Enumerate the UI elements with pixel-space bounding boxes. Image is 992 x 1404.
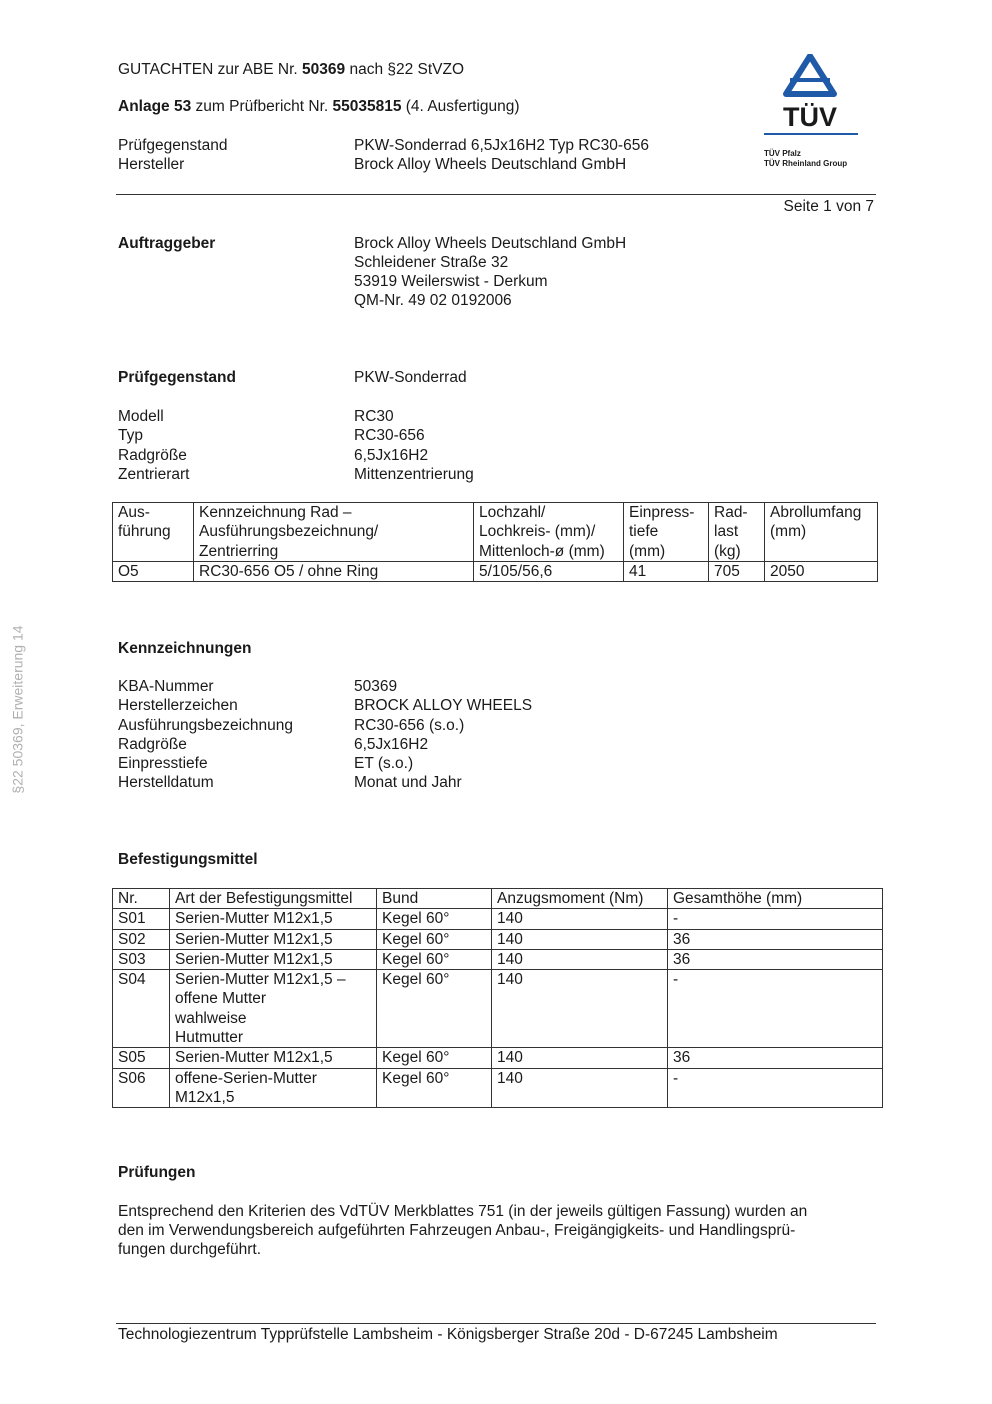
- tuv-brand: TÜV: [783, 102, 837, 132]
- tuv-triangle-icon: [760, 54, 880, 174]
- detail-row: Radgröße 6,5Jx16H2: [118, 446, 429, 464]
- tuv-sub1: TÜV Pfalz: [764, 149, 801, 158]
- wheel-table-header: [113, 503, 878, 562]
- table-row: S06 offene-Serien-Mutter M12x1,5 Kegel 60° 140 -: [113, 1068, 883, 1108]
- header-cell: Einpress- tiefe (mm): [624, 503, 709, 562]
- befestigung-table: [112, 888, 883, 1108]
- detail-row: Typ RC30-656: [118, 427, 425, 445]
- kennzeichnung-row: Herstellerzeichen BROCK ALLOY WHEELS: [118, 697, 533, 715]
- kennzeichnungen-label: Kennzeichnungen: [118, 640, 252, 657]
- auftraggeber-label: Auftraggeber: [118, 235, 216, 252]
- side-note: §22 50369, Erweiterung 14: [9, 625, 26, 794]
- pruefungen-label: Prüfungen: [118, 1164, 196, 1181]
- wheel-table: [112, 502, 878, 582]
- header-cell: Rad- last (kg): [709, 503, 765, 562]
- footer-address: Technologiezentrum Typprüfstelle Lambsheim - Königsberger Straße 20d - D-67245 Lambsheim: [118, 1326, 778, 1343]
- table-row: S04 Serien-Mutter M12x1,5 – offene Mutter wahlweise Hutmutter Kegel 60° 140 -: [113, 970, 883, 1048]
- table-row: S01 Serien-Mutter M12x1,5 Kegel 60° 140 -: [113, 909, 883, 929]
- report-title: GUTACHTEN zur ABE Nr. 50369 nach §22 StVZO: [118, 61, 465, 78]
- kennzeichnung-row: Einpresstiefe ET (s.o.): [118, 755, 414, 773]
- auftraggeber-address: Brock Alloy Wheels Deutschland GmbH Schleidener Straße 32 53919 Weilerswist - Derkum QM-Nr. 49 02 0192006: [354, 235, 627, 309]
- detail-row: Zentrierart Mittenzentrierung: [118, 465, 474, 483]
- pruefgegenstand-details: [118, 407, 474, 484]
- header-cell: Kennzeichnung Rad – Ausführungsbezeichnung/ Zentrierring: [194, 503, 474, 562]
- table-row: O5 RC30-656 O5 / ohne Ring 5/105/56,6 41 705 2050: [113, 561, 878, 581]
- befestigung-header: Nr. Art der Befestigungsmittel Bund Anzugsmoment (Nm) Gesamthöhe (mm): [113, 889, 883, 909]
- kennzeichnung-row: KBA-Nummer 50369: [118, 678, 398, 695]
- table-row: S03 Serien-Mutter M12x1,5 Kegel 60° 140 36: [113, 949, 883, 969]
- pruefungen-text: Entsprechend den Kriterien des VdTÜV Merkblattes 751 (in der jeweils gültigen Fassung) wurden an den im Verwendungsbereich aufgeführten Fahrzeugen Anbau-, Freigängigkeits- und Handlingsprü- fungen durchgeführt.: [118, 1203, 808, 1258]
- header-cell: Abrollumfang (mm): [765, 503, 878, 562]
- detail-row: Modell RC30: [118, 408, 394, 425]
- kennzeichnung-row: Radgröße 6,5Jx16H2: [118, 735, 429, 753]
- header-info: [118, 136, 649, 175]
- header-divider: [116, 194, 876, 195]
- table-row: S02 Serien-Mutter M12x1,5 Kegel 60° 140 36: [113, 929, 883, 949]
- pruefgegenstand-label: Prüfgegenstand: [118, 369, 236, 386]
- pruefgegenstand-value: PKW-Sonderrad: [354, 369, 467, 386]
- footer-divider: [116, 1323, 876, 1324]
- header-cell: Lochzahl/ Lochkreis- (mm)/ Mittenloch-ø (mm): [474, 503, 624, 562]
- befestigung-label: Befestigungsmittel: [118, 851, 258, 868]
- tuv-sub2: TÜV Rheinland Group: [764, 159, 848, 168]
- header-row: Prüfgegenstand PKW-Sonderrad 6,5Jx16H2 Typ RC30-656: [118, 137, 649, 154]
- header-cell: Aus- führung: [113, 503, 194, 562]
- kennzeichnungen-list: [118, 677, 532, 793]
- table-row: S05 Serien-Mutter M12x1,5 Kegel 60° 140 36: [113, 1048, 883, 1068]
- report-subtitle: Anlage 53 zum Prüfbericht Nr. 55035815 (4. Ausfertigung): [118, 98, 520, 115]
- tuv-logo: [760, 54, 880, 174]
- header-row: Hersteller Brock Alloy Wheels Deutschland GmbH: [118, 156, 627, 174]
- kennzeichnung-row: Ausführungsbezeichnung RC30-656 (s.o.): [118, 716, 465, 734]
- page-number: Seite 1 von 7: [783, 198, 874, 215]
- kennzeichnung-row: Herstelldatum Monat und Jahr: [118, 774, 462, 792]
